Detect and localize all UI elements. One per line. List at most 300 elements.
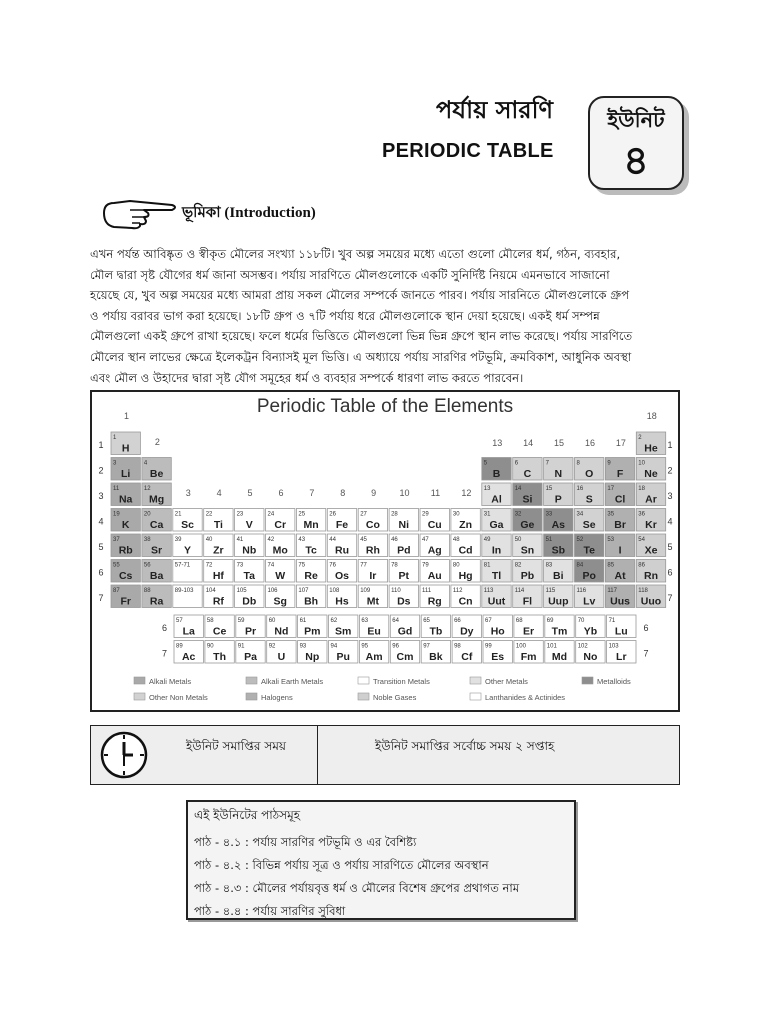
element-symbol: Pm xyxy=(304,625,321,638)
period-number-left: 4 xyxy=(98,516,104,527)
element-number: 61 xyxy=(299,618,307,624)
chapter-title-bengali: পর্যায় সারণি xyxy=(436,96,553,124)
element-number: 24 xyxy=(267,511,275,518)
period-number-left: 5 xyxy=(98,542,104,552)
element-symbol: Sr xyxy=(151,544,163,557)
element-symbol: Pa xyxy=(244,651,257,663)
element-number: 25 xyxy=(298,511,306,518)
element-number: 90 xyxy=(206,643,214,650)
element-number: 70 xyxy=(577,618,585,624)
unit-time-value: ইউনিট সমাপ্তির সর্বোচ্চ সময় ২ সপ্তাহ xyxy=(375,739,555,753)
element-number: 74 xyxy=(267,562,275,569)
periodic-table-title: Periodic Table of the Elements xyxy=(256,396,514,417)
element-symbol: Al xyxy=(491,493,502,506)
element-number: 110 xyxy=(391,588,401,594)
element-number: 79 xyxy=(422,562,429,569)
legend-label: Transition Metals xyxy=(373,677,430,686)
element-symbol: Ga xyxy=(489,519,504,531)
group-number: 15 xyxy=(554,438,565,448)
intro-line: মৌলগুলো একই গ্রুপে রাখা হয়েছে। ফলে ধর্মের ভিত্তিতে মৌলগুলো ভিন্ন ভিন্ন গ্রুপে স্থান লাভ করেছে। পর্যায় সারণিতে xyxy=(90,329,633,344)
element-symbol: La xyxy=(182,625,195,638)
element-number: 7 xyxy=(545,460,549,467)
period-number-left: 6 xyxy=(98,567,104,578)
element-number: 65 xyxy=(423,618,430,624)
element-number: 112 xyxy=(452,588,463,594)
element-number: 93 xyxy=(299,643,307,650)
element-number: 67 xyxy=(485,618,492,624)
element-number: 52 xyxy=(576,537,584,543)
element-symbol: Cr xyxy=(274,519,287,531)
chapter-title-english: PERIODIC TABLE xyxy=(382,140,554,162)
element-symbol: He xyxy=(644,442,658,455)
element-symbol: Co xyxy=(365,519,380,531)
element-symbol: B xyxy=(492,468,501,480)
element-symbol: Lu xyxy=(614,625,628,638)
element-symbol: Rb xyxy=(118,544,133,557)
element-symbol: Ce xyxy=(212,625,227,638)
element-number: 47 xyxy=(422,537,429,543)
element-number: 36 xyxy=(638,511,645,518)
element-number: 115 xyxy=(545,588,556,594)
period-number-left: 2 xyxy=(98,465,104,476)
element-symbol: Si xyxy=(522,493,533,506)
element-number: 28 xyxy=(391,511,398,518)
element-symbol: Li xyxy=(121,468,131,480)
element-number: 113 xyxy=(483,588,494,594)
legend-swatch xyxy=(246,677,257,684)
element-number: 114 xyxy=(514,588,525,594)
period-number-left: 7 xyxy=(98,593,104,603)
period-number-left: 1 xyxy=(98,440,104,450)
legend-label: Alkali Metals xyxy=(149,677,192,686)
element-symbol: Ho xyxy=(490,625,505,638)
legend-swatch xyxy=(246,693,257,700)
element-number: 81 xyxy=(483,562,491,569)
element-symbol: Pd xyxy=(397,544,411,557)
legend-swatch xyxy=(358,693,369,700)
element-number: 14 xyxy=(514,486,522,492)
element-symbol: V xyxy=(245,519,253,531)
element-symbol: Sb xyxy=(551,544,566,557)
element-number: 86 xyxy=(638,562,645,569)
element-number: 4 xyxy=(143,460,148,467)
element-symbol: Hs xyxy=(335,595,349,608)
legend-label: Lanthanides & Actinides xyxy=(485,693,566,702)
element-symbol: Mg xyxy=(149,493,165,506)
element-number: 105 xyxy=(236,588,247,594)
element-symbol: Tm xyxy=(551,625,568,638)
group-number: 7 xyxy=(309,488,315,498)
group-number: 17 xyxy=(615,438,626,448)
legend-swatch xyxy=(134,677,145,684)
element-number: 89 xyxy=(176,643,183,650)
element-symbol: Ta xyxy=(243,570,256,582)
element-number: 8 xyxy=(576,460,580,467)
clock-icon xyxy=(99,730,149,780)
group-number: 12 xyxy=(461,488,472,498)
element-symbol: Fr xyxy=(120,595,131,608)
element-symbol: Zr xyxy=(213,544,224,557)
element-number: 63 xyxy=(361,618,369,624)
element-number: 22 xyxy=(205,511,213,518)
element-number: 101 xyxy=(546,643,557,650)
period-number-right: 2 xyxy=(667,465,673,476)
legend-label: Halogens xyxy=(261,693,293,702)
element-symbol: Ru xyxy=(335,544,349,557)
element-symbol: Lv xyxy=(583,595,596,608)
element-number: 107 xyxy=(298,588,309,594)
element-symbol: Db xyxy=(242,595,257,608)
intro-line: মৌলের স্থান লাভের ক্ষেত্রে ইলেকট্রন বিন্যাসই মূল ভিত্তি। এ অধ্যায়ে পর্যায় সারণির পটভূমি, ক্রমবিকাশ, আধুনিক অবস্থা xyxy=(90,349,632,364)
element-number: 56 xyxy=(143,562,151,569)
element-number: 18 xyxy=(638,486,645,492)
element-symbol: Fm xyxy=(520,651,537,663)
element-number: 21 xyxy=(174,511,182,518)
group-number: 13 xyxy=(492,438,503,448)
element-number: 5 xyxy=(483,460,488,467)
element-number: 54 xyxy=(638,537,645,543)
element-number: 117 xyxy=(607,588,617,594)
element-symbol: Ti xyxy=(213,519,223,531)
element-number: 19 xyxy=(113,511,120,518)
pointing-hand-icon xyxy=(100,195,180,231)
element-symbol: Fl xyxy=(522,595,533,608)
element-number: 39 xyxy=(174,537,182,543)
element-symbol: Mt xyxy=(366,595,380,608)
element-number: 78 xyxy=(391,562,398,569)
element-symbol: Au xyxy=(427,570,442,582)
element-symbol: P xyxy=(554,493,562,506)
element-symbol: O xyxy=(585,468,594,480)
element-symbol: Rh xyxy=(365,544,380,557)
element-number: 37 xyxy=(113,537,120,543)
element-number: 94 xyxy=(330,643,338,650)
element-symbol: Cn xyxy=(458,595,473,608)
element-number: 3 xyxy=(113,460,117,467)
legend-label: Other Metals xyxy=(485,677,528,686)
element-number: 104 xyxy=(205,588,216,594)
group-number: 1 xyxy=(123,411,129,421)
element-symbol: Ni xyxy=(398,519,410,531)
element-number: 84 xyxy=(576,562,584,569)
element-number: 50 xyxy=(514,537,522,543)
lanthanide-row-label: 6 xyxy=(162,623,168,633)
element-symbol: Hf xyxy=(212,570,224,582)
legend-label: Alkali Earth Metals xyxy=(261,677,324,686)
intro-line: ও পর্যায় বরাবর ভাগ করা হয়েছে। ১৮টি গ্রুপ ও ৭টি পর্যায় ধরে মৌলগুলোকে স্থান দেয়া হয়েছে। একই ধর্ম সম্পন্ন xyxy=(90,308,600,323)
element-symbol: Ac xyxy=(181,651,196,663)
element-number: 75 xyxy=(298,562,306,569)
element-number: 41 xyxy=(236,537,244,543)
element-symbol: Fe xyxy=(335,519,349,531)
element-number: 97 xyxy=(423,643,430,650)
element-number: 45 xyxy=(360,537,367,543)
element-number: 77 xyxy=(360,562,367,569)
group-number: 14 xyxy=(523,438,534,448)
element-symbol: Mo xyxy=(272,544,288,557)
unit-badge-label: ইউনিট xyxy=(607,108,665,132)
group-number: 2 xyxy=(154,437,160,447)
element-symbol: At xyxy=(614,570,626,582)
element-number: 91 xyxy=(237,643,245,650)
period-number-right: 4 xyxy=(667,516,673,527)
element-number: 12 xyxy=(143,486,151,492)
element-number: 43 xyxy=(298,537,306,543)
element-number: 80 xyxy=(452,562,460,569)
element-symbol: Eu xyxy=(367,625,381,638)
element-number: 30 xyxy=(452,511,460,518)
element-symbol: Cm xyxy=(396,651,414,663)
intro-line: এখন পর্যন্ত আবিষ্কৃত ও স্বীকৃত মৌলের সংখ্যা ১১৮টি। খুব অল্প সময়ের মধ্যে এতো গুলো মৌলের ধর্ম, গঠন, ব্যবহার, xyxy=(90,247,621,261)
element-symbol: Uuo xyxy=(640,595,662,608)
element-number: 72 xyxy=(205,562,213,569)
element-symbol: Cu xyxy=(427,519,442,531)
element-symbol: Es xyxy=(491,651,505,663)
element-number: 49 xyxy=(483,537,491,543)
legend-swatch xyxy=(470,677,481,684)
element-number: 106 xyxy=(267,588,278,594)
f-block-range: 89-103 xyxy=(174,588,194,594)
legend-label: Noble Gases xyxy=(373,693,417,702)
introduction-heading: ভূমিকা (Introduction) xyxy=(182,205,316,221)
element-symbol: Se xyxy=(582,519,596,531)
period-number-right: 1 xyxy=(667,440,673,450)
element-symbol: Tl xyxy=(491,570,502,582)
element-number: 17 xyxy=(607,486,615,492)
element-number: 15 xyxy=(545,486,553,492)
group-number: 16 xyxy=(584,438,595,448)
period-number-right: 5 xyxy=(667,542,673,552)
element-symbol: I xyxy=(618,544,622,557)
element-symbol: Br xyxy=(614,519,626,531)
element-symbol: N xyxy=(554,468,563,480)
element-symbol: Mn xyxy=(303,519,319,531)
lesson-item: পাঠ - ৪.১ : পর্যায় সারণির পটভূমি ও এর বৈশিষ্ট্য xyxy=(194,835,417,849)
element-symbol: In xyxy=(491,544,502,557)
element-number: 103 xyxy=(608,643,619,650)
lesson-item: পাঠ - ৪.২ : বিভিন্ন পর্যায় সূত্র ও পর্যায় সারণিতে মৌলের অবস্থান xyxy=(194,858,489,872)
element-number: 92 xyxy=(268,643,276,650)
element-number: 29 xyxy=(422,511,429,518)
element-symbol: Uus xyxy=(610,595,631,608)
element-symbol: Lr xyxy=(616,651,627,663)
element-number: 60 xyxy=(268,618,276,624)
element-symbol: Cd xyxy=(458,544,473,557)
element-number: 38 xyxy=(143,537,151,543)
element-symbol: Sg xyxy=(273,595,287,608)
element-symbol: Rf xyxy=(212,595,224,608)
periodic-table-svg xyxy=(92,392,678,710)
element-number: 11 xyxy=(113,486,120,492)
element-number: 26 xyxy=(329,511,336,518)
element-symbol: Ag xyxy=(427,544,442,557)
element-number: 1 xyxy=(113,435,117,441)
element-number: 42 xyxy=(267,537,275,543)
element-number: 32 xyxy=(514,511,522,518)
legend-swatch xyxy=(470,693,481,700)
element-number: 59 xyxy=(237,618,245,624)
element-symbol: Kr xyxy=(645,519,657,531)
legend-swatch xyxy=(358,677,369,684)
element-number: 98 xyxy=(454,643,461,650)
element-symbol: Nb xyxy=(242,544,257,557)
element-number: 20 xyxy=(143,511,151,518)
legend-label: Other Non Metals xyxy=(149,693,208,702)
element-number: 48 xyxy=(452,537,460,543)
element-number: 40 xyxy=(205,537,213,543)
element-symbol: Be xyxy=(149,468,164,480)
element-symbol: U xyxy=(277,651,286,663)
element-number: 57 xyxy=(176,618,183,624)
actinide-row-label-right: 7 xyxy=(643,648,649,659)
element-number: 23 xyxy=(236,511,244,518)
element-symbol: Rn xyxy=(644,570,658,582)
element-symbol: Bi xyxy=(553,570,564,582)
element-number: 109 xyxy=(360,588,371,594)
element-symbol: W xyxy=(275,570,286,582)
element-symbol: Tc xyxy=(305,544,317,557)
element-symbol: Bh xyxy=(304,595,319,608)
element-number: 111 xyxy=(422,588,432,594)
introduction-paragraph xyxy=(90,244,680,388)
element-number: 64 xyxy=(392,618,399,624)
lanthanide-row-label-right: 6 xyxy=(643,623,649,633)
element-number: 83 xyxy=(545,562,553,569)
group-number: 8 xyxy=(340,488,346,498)
intro-line: মৌল দ্বারা সৃষ্ট যৌগের ধর্ম জানা অসম্ভব। পর্যায় সারণিতে মৌলগুলোকে একটি সুনির্দিষ্ট নিয়মে এমনভাবে সাজানো xyxy=(90,267,610,282)
lesson-item: পাঠ - ৪.৩ : মৌলের পর্যায়বৃত্ত ধর্ম ও মৌলের বিশেষ গ্রুপের প্রথাগত নাম xyxy=(194,881,520,895)
element-symbol: Yb xyxy=(583,625,598,638)
unit-badge-number: ৪ xyxy=(623,138,649,184)
element-number: 58 xyxy=(206,618,214,624)
element-symbol: Hg xyxy=(458,570,473,582)
element-symbol: Nd xyxy=(274,625,289,638)
element-number: 68 xyxy=(515,618,523,624)
element-number: 16 xyxy=(576,486,584,492)
element-symbol: Ir xyxy=(369,570,377,582)
element-symbol: Cl xyxy=(614,493,626,506)
element-symbol: Pu xyxy=(336,651,350,663)
element-number: 66 xyxy=(454,618,461,624)
legend-swatch xyxy=(582,677,593,684)
element-symbol: As xyxy=(551,519,566,531)
period-number-left: 3 xyxy=(98,491,104,501)
element-symbol: Er xyxy=(523,625,535,638)
period-number-right: 3 xyxy=(667,491,673,501)
element-symbol: Re xyxy=(304,570,318,582)
element-number: 31 xyxy=(483,511,491,518)
periodic-table-figure xyxy=(90,390,680,712)
element-symbol: Tb xyxy=(429,625,443,638)
element-symbol: Po xyxy=(582,570,596,582)
element-number: 96 xyxy=(392,643,399,650)
element-symbol: Sc xyxy=(181,519,194,531)
group-number: 4 xyxy=(216,488,222,498)
element-number: 82 xyxy=(514,562,522,569)
element-symbol: Th xyxy=(213,651,227,663)
element-number: 6 xyxy=(514,460,519,467)
element-number: 55 xyxy=(113,562,120,569)
element-number: 71 xyxy=(608,618,616,624)
element-number: 44 xyxy=(329,537,336,543)
element-symbol: H xyxy=(121,442,130,455)
element-symbol: C xyxy=(523,468,532,480)
element-number: 102 xyxy=(577,643,588,650)
group-number: 11 xyxy=(430,488,441,498)
group-number: 9 xyxy=(371,488,377,498)
element-symbol: Zn xyxy=(459,519,473,531)
element-symbol: Uut xyxy=(487,595,506,608)
unit-time-box xyxy=(90,725,680,785)
element-number: 33 xyxy=(545,511,553,518)
element-symbol: Ba xyxy=(149,570,164,582)
lessons-box xyxy=(186,800,576,920)
element-number: 34 xyxy=(576,511,584,518)
element-number: 118 xyxy=(638,588,648,594)
element-number: 88 xyxy=(143,588,151,594)
unit-time-label: ইউনিট সমাপ্তির সময় xyxy=(186,739,286,753)
intro-line: হয়েছে যে, খুব অল্প সময়ের মধ্যে আমরা প্রায় সকল মৌলের সম্পর্কে জানতে পারব। পর্যায় সারনিতে মৌলগুলোকে গ্রুপ xyxy=(90,288,630,303)
element-number: 73 xyxy=(236,562,244,569)
lessons-title: এই ইউনিটের পাঠসমূহ xyxy=(194,808,301,822)
element-symbol: Ds xyxy=(397,595,411,608)
element-number: 9 xyxy=(607,460,611,467)
element-number: 116 xyxy=(576,588,587,594)
element-number: 76 xyxy=(329,562,336,569)
element-symbol: Np xyxy=(305,651,320,663)
element-symbol: Cs xyxy=(118,570,133,582)
period-number-right: 6 xyxy=(667,567,673,578)
element-number: 108 xyxy=(329,588,340,594)
divider xyxy=(317,726,318,784)
element-number: 69 xyxy=(546,618,554,624)
element-symbol: Rg xyxy=(427,595,442,608)
group-number: 3 xyxy=(185,488,191,498)
group-number: 10 xyxy=(399,488,410,498)
element-symbol: Pb xyxy=(520,570,535,582)
element-symbol: Ge xyxy=(520,519,535,531)
element-number: 87 xyxy=(113,588,120,594)
element-number: 85 xyxy=(607,562,615,569)
legend-swatch xyxy=(134,693,145,700)
element-symbol: Am xyxy=(365,651,383,663)
legend-label: Metalloids xyxy=(597,677,631,686)
element-symbol: Y xyxy=(183,544,192,557)
element-symbol: Sn xyxy=(520,544,535,557)
element-number: 46 xyxy=(391,537,398,543)
actinide-row-label: 7 xyxy=(162,648,168,659)
element-symbol: K xyxy=(121,519,130,531)
element-symbol: Uup xyxy=(548,595,569,608)
element-symbol: Sm xyxy=(335,625,352,638)
f-block-range: 57-71 xyxy=(174,562,191,569)
element-symbol: Ar xyxy=(645,493,657,506)
group-number: 5 xyxy=(247,488,253,498)
element-number: 2 xyxy=(638,435,642,441)
element-number: 35 xyxy=(607,511,615,518)
element-number: 13 xyxy=(483,486,491,492)
element-symbol: Dy xyxy=(460,625,474,638)
element-symbol: Bk xyxy=(429,651,443,663)
element-symbol: Pr xyxy=(244,625,257,638)
element-number: 100 xyxy=(515,643,526,650)
element-symbol: Gd xyxy=(397,625,413,638)
element-symbol: Cf xyxy=(461,651,473,663)
element-symbol: F xyxy=(616,468,624,480)
unit-badge xyxy=(588,96,684,190)
element-number: 62 xyxy=(330,618,338,624)
element-symbol: S xyxy=(585,493,593,506)
